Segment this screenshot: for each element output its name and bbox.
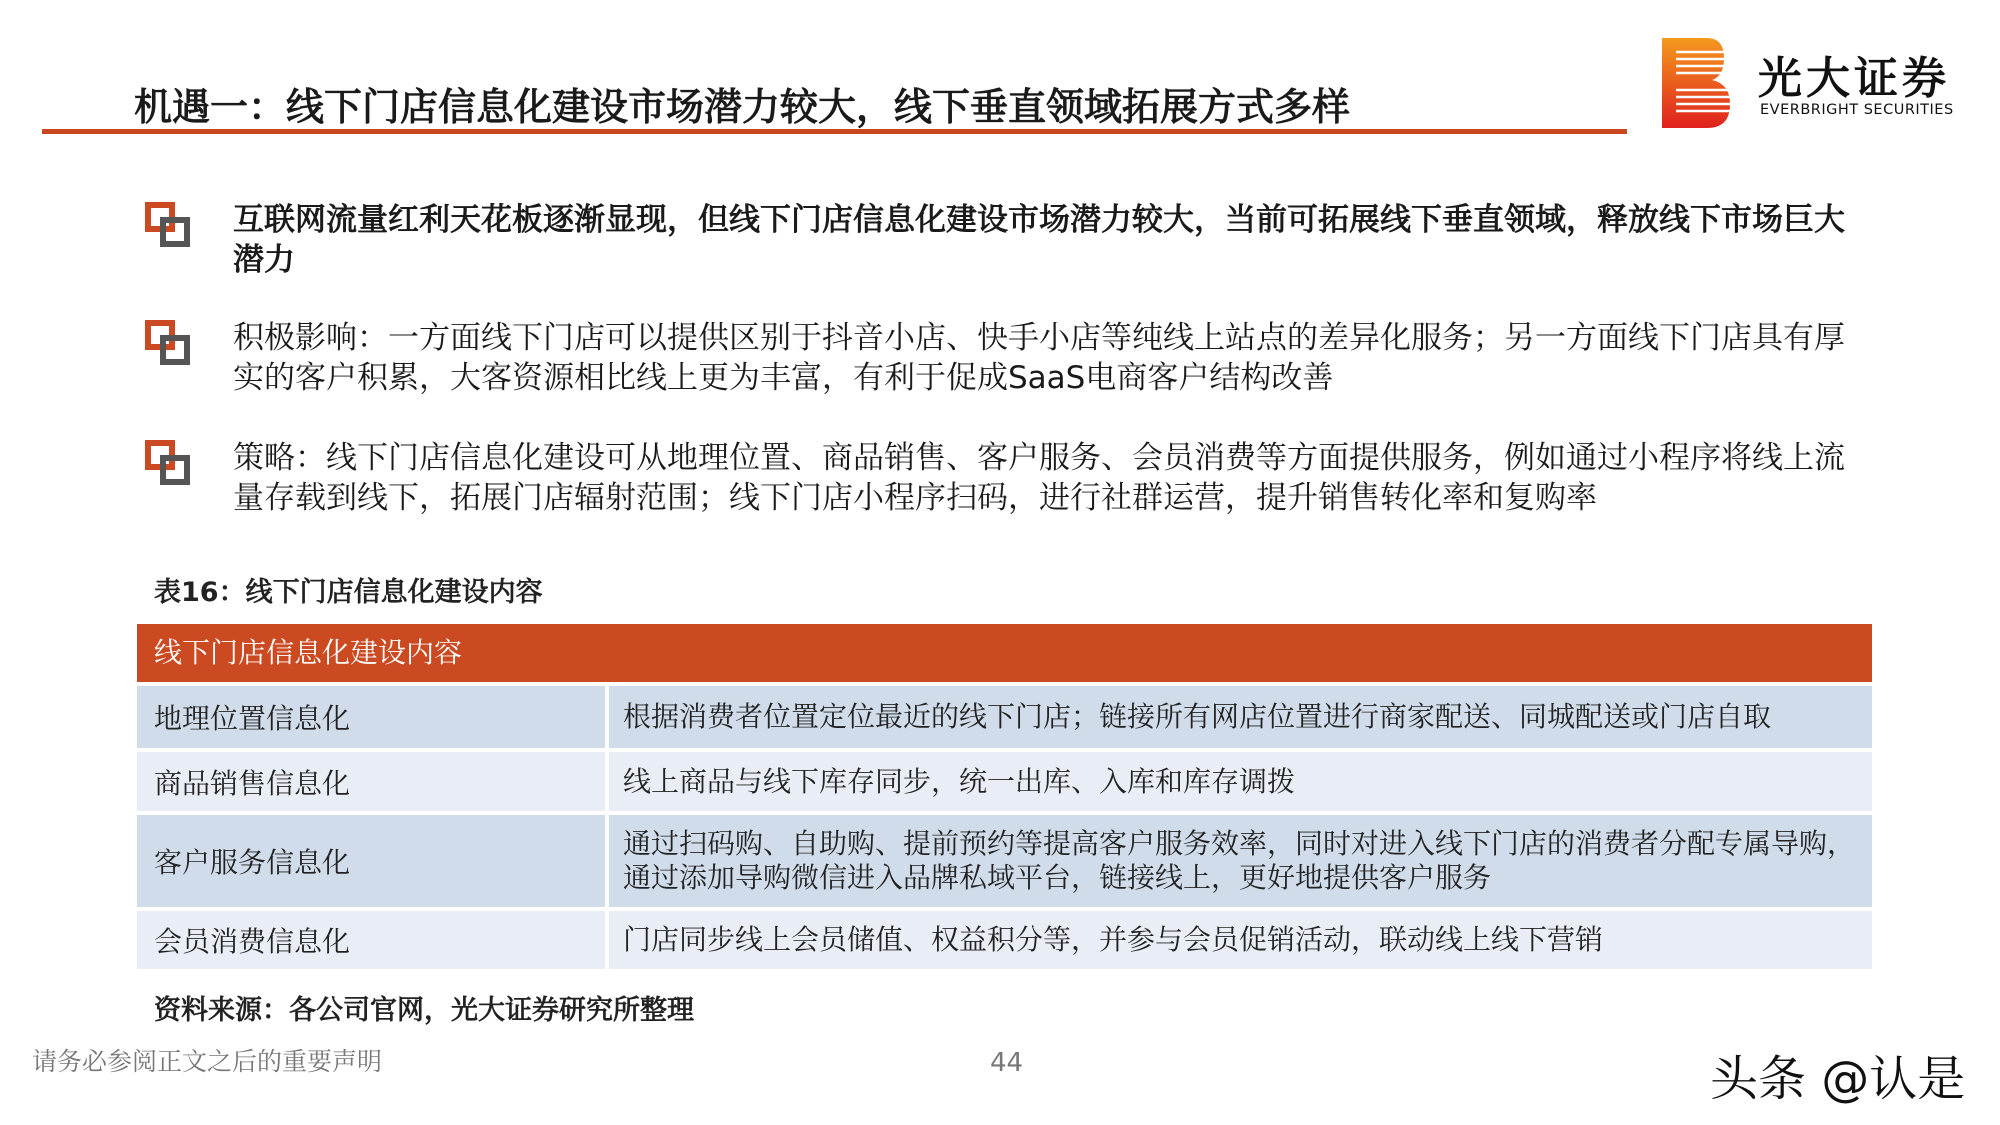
table-row — [137, 911, 1872, 969]
bullet-text: 策略：线下门店信息化建设可从地理位置、商品销售、客户服务、会员消费等方面提供服务，例如通过小程序将线上流量存载到线下，拓展门店辐射范围；线下门店小程序扫码，进行社群运营，提升销售转化率和复购率 — [233, 440, 1845, 516]
table-caption: 表16：线下门店信息化建设内容 — [154, 577, 543, 608]
overlapping-squares-icon — [145, 320, 193, 368]
table-row — [137, 815, 1872, 907]
page-number: 44 — [990, 1048, 1024, 1078]
overlapping-squares-icon — [145, 202, 193, 250]
logo-b-icon — [1662, 38, 1732, 128]
row-name: 商品销售信息化 — [137, 752, 605, 811]
row-desc: 根据消费者位置定位最近的线下门店；链接所有网店位置进行商家配送、同城配送或门店自取 — [609, 686, 1872, 748]
everbright-logo — [1662, 36, 1977, 128]
watermark: 头条 @认是 — [1710, 1051, 1966, 1107]
logo-english-name: EVERBRIGHT SECURITIES — [1760, 102, 1954, 118]
title-underline — [42, 129, 1627, 134]
disclaimer-note: 请务必参阅正文之后的重要声明 — [32, 1047, 383, 1076]
table-row — [137, 752, 1872, 811]
bullet-text: 互联网流量红利天花板逐渐显现，但线下门店信息化建设市场潜力较大，当前可拓展线下垂直领域，释放线下市场巨大潜力 — [233, 202, 1845, 278]
info-table — [137, 624, 1872, 969]
logo-chinese-name: 光大证券 — [1758, 53, 1950, 104]
table-header: 线下门店信息化建设内容 — [137, 624, 1872, 682]
row-desc: 门店同步线上会员储值、权益积分等，并参与会员促销活动，联动线上线下营销 — [609, 911, 1872, 969]
row-desc: 线上商品与线下库存同步，统一出库、入库和库存调拨 — [609, 752, 1872, 811]
row-name: 会员消费信息化 — [137, 911, 605, 969]
row-desc: 通过扫码购、自助购、提前预约等提高客户服务效率，同时对进入线下门店的消费者分配专属导购，通过添加导购微信进入品牌私域平台，链接线上，更好地提供客户服务 — [609, 815, 1872, 907]
page-title: 机遇一：线下门店信息化建设市场潜力较大，线下垂直领域拓展方式多样 — [134, 85, 1351, 129]
row-name: 地理位置信息化 — [137, 686, 605, 748]
table-row — [137, 686, 1872, 748]
row-name: 客户服务信息化 — [137, 815, 605, 907]
overlapping-squares-icon — [145, 440, 193, 488]
table-source: 资料来源：各公司官网，光大证券研究所整理 — [154, 995, 694, 1026]
bullet-text: 积极影响：一方面线下门店可以提供区别于抖音小店、快手小店等纯线上站点的差异化服务；另一方面线下门店具有厚实的客户积累，大客资源相比线上更为丰富，有利于促成SaaS电商客户结构改善 — [233, 320, 1845, 396]
